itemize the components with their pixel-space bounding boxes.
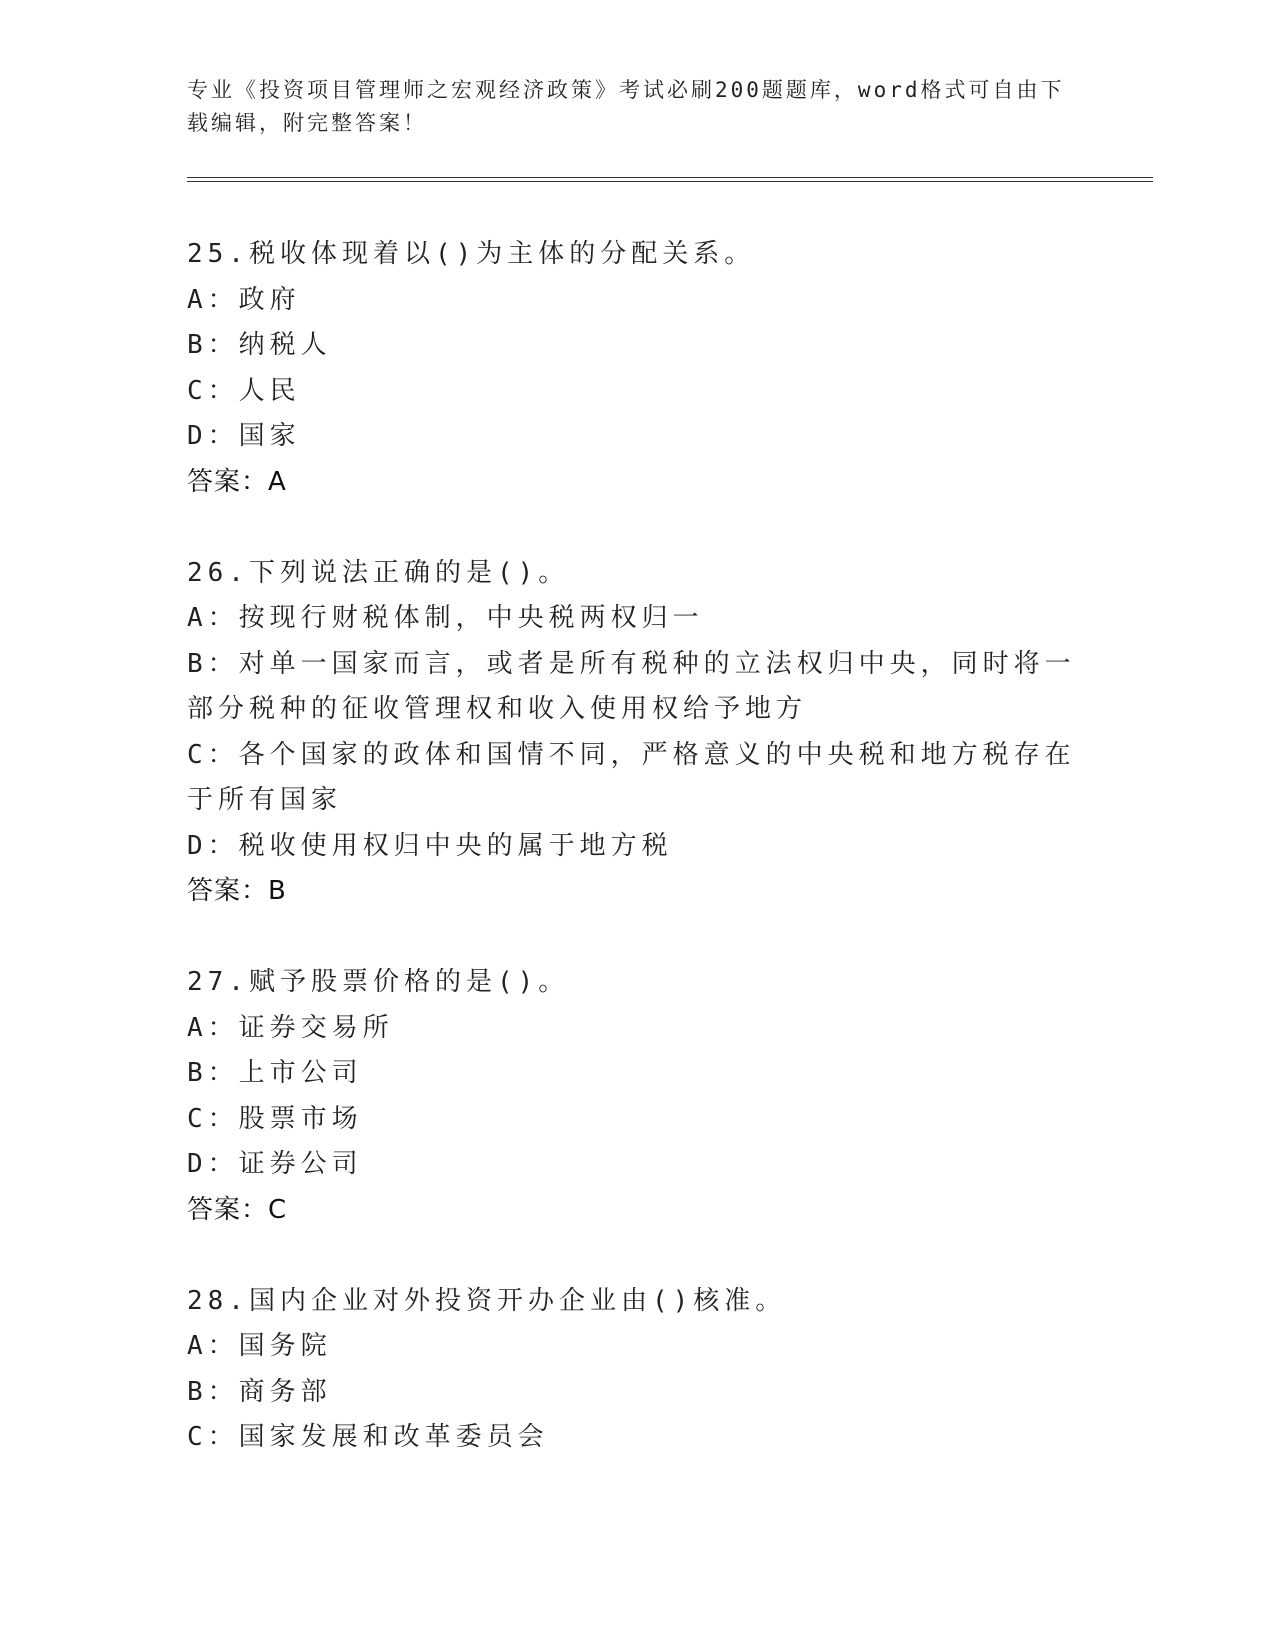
option-d: D：证券公司 [187,1149,363,1179]
answer: 答案：C [187,1194,288,1225]
option-d: D：税收使用权归中央的属于地方税 [187,830,673,861]
question-stem: 26.下列说法正确的是()。 [187,557,570,588]
document-intro: 专业《投资项目管理师之宏观经济政策》考试必刷200题题库，word格式可自由下载编辑，附完整答案！ [187,78,1065,135]
option-c: C：国家发展和改革委员会 [187,1422,549,1452]
question-stem: 28.国内企业对外投资开办企业由()核准。 [187,1285,787,1316]
question-26 [187,551,1087,915]
question-25 [187,232,1087,505]
option-a: A：按现行财税体制，中央税两权归一 [187,603,704,633]
option-c: C：人民 [187,375,301,406]
option-c: C：各个国家的政体和国情不同，严格意义的中央税和地方税存在于所有国家 [187,739,1076,815]
question-27 [187,960,1087,1233]
option-a: A：证券交易所 [187,1012,394,1043]
question-stem: 25.税收体现着以()为主体的分配关系。 [187,239,756,269]
option-c: C：股票市场 [187,1103,363,1134]
header-double-rule [187,177,1153,182]
option-d: D：国家 [187,421,301,451]
option-b: B：商务部 [187,1376,332,1407]
option-a: A：国务院 [187,1331,332,1361]
answer: 答案：B [187,876,287,906]
question-stem: 27.赋予股票价格的是()。 [187,967,570,997]
option-b: B：纳税人 [187,330,332,360]
question-list [187,232,1087,1507]
question-28 [187,1279,1087,1461]
answer: 答案：A [187,466,287,497]
option-b: B：对单一国家而言，或者是所有税种的立法权归中央，同时将一部分税种的征收管理权和收入使用权给予地方 [187,648,1076,724]
option-a: A：政府 [187,284,301,315]
option-b: B：上市公司 [187,1058,363,1088]
